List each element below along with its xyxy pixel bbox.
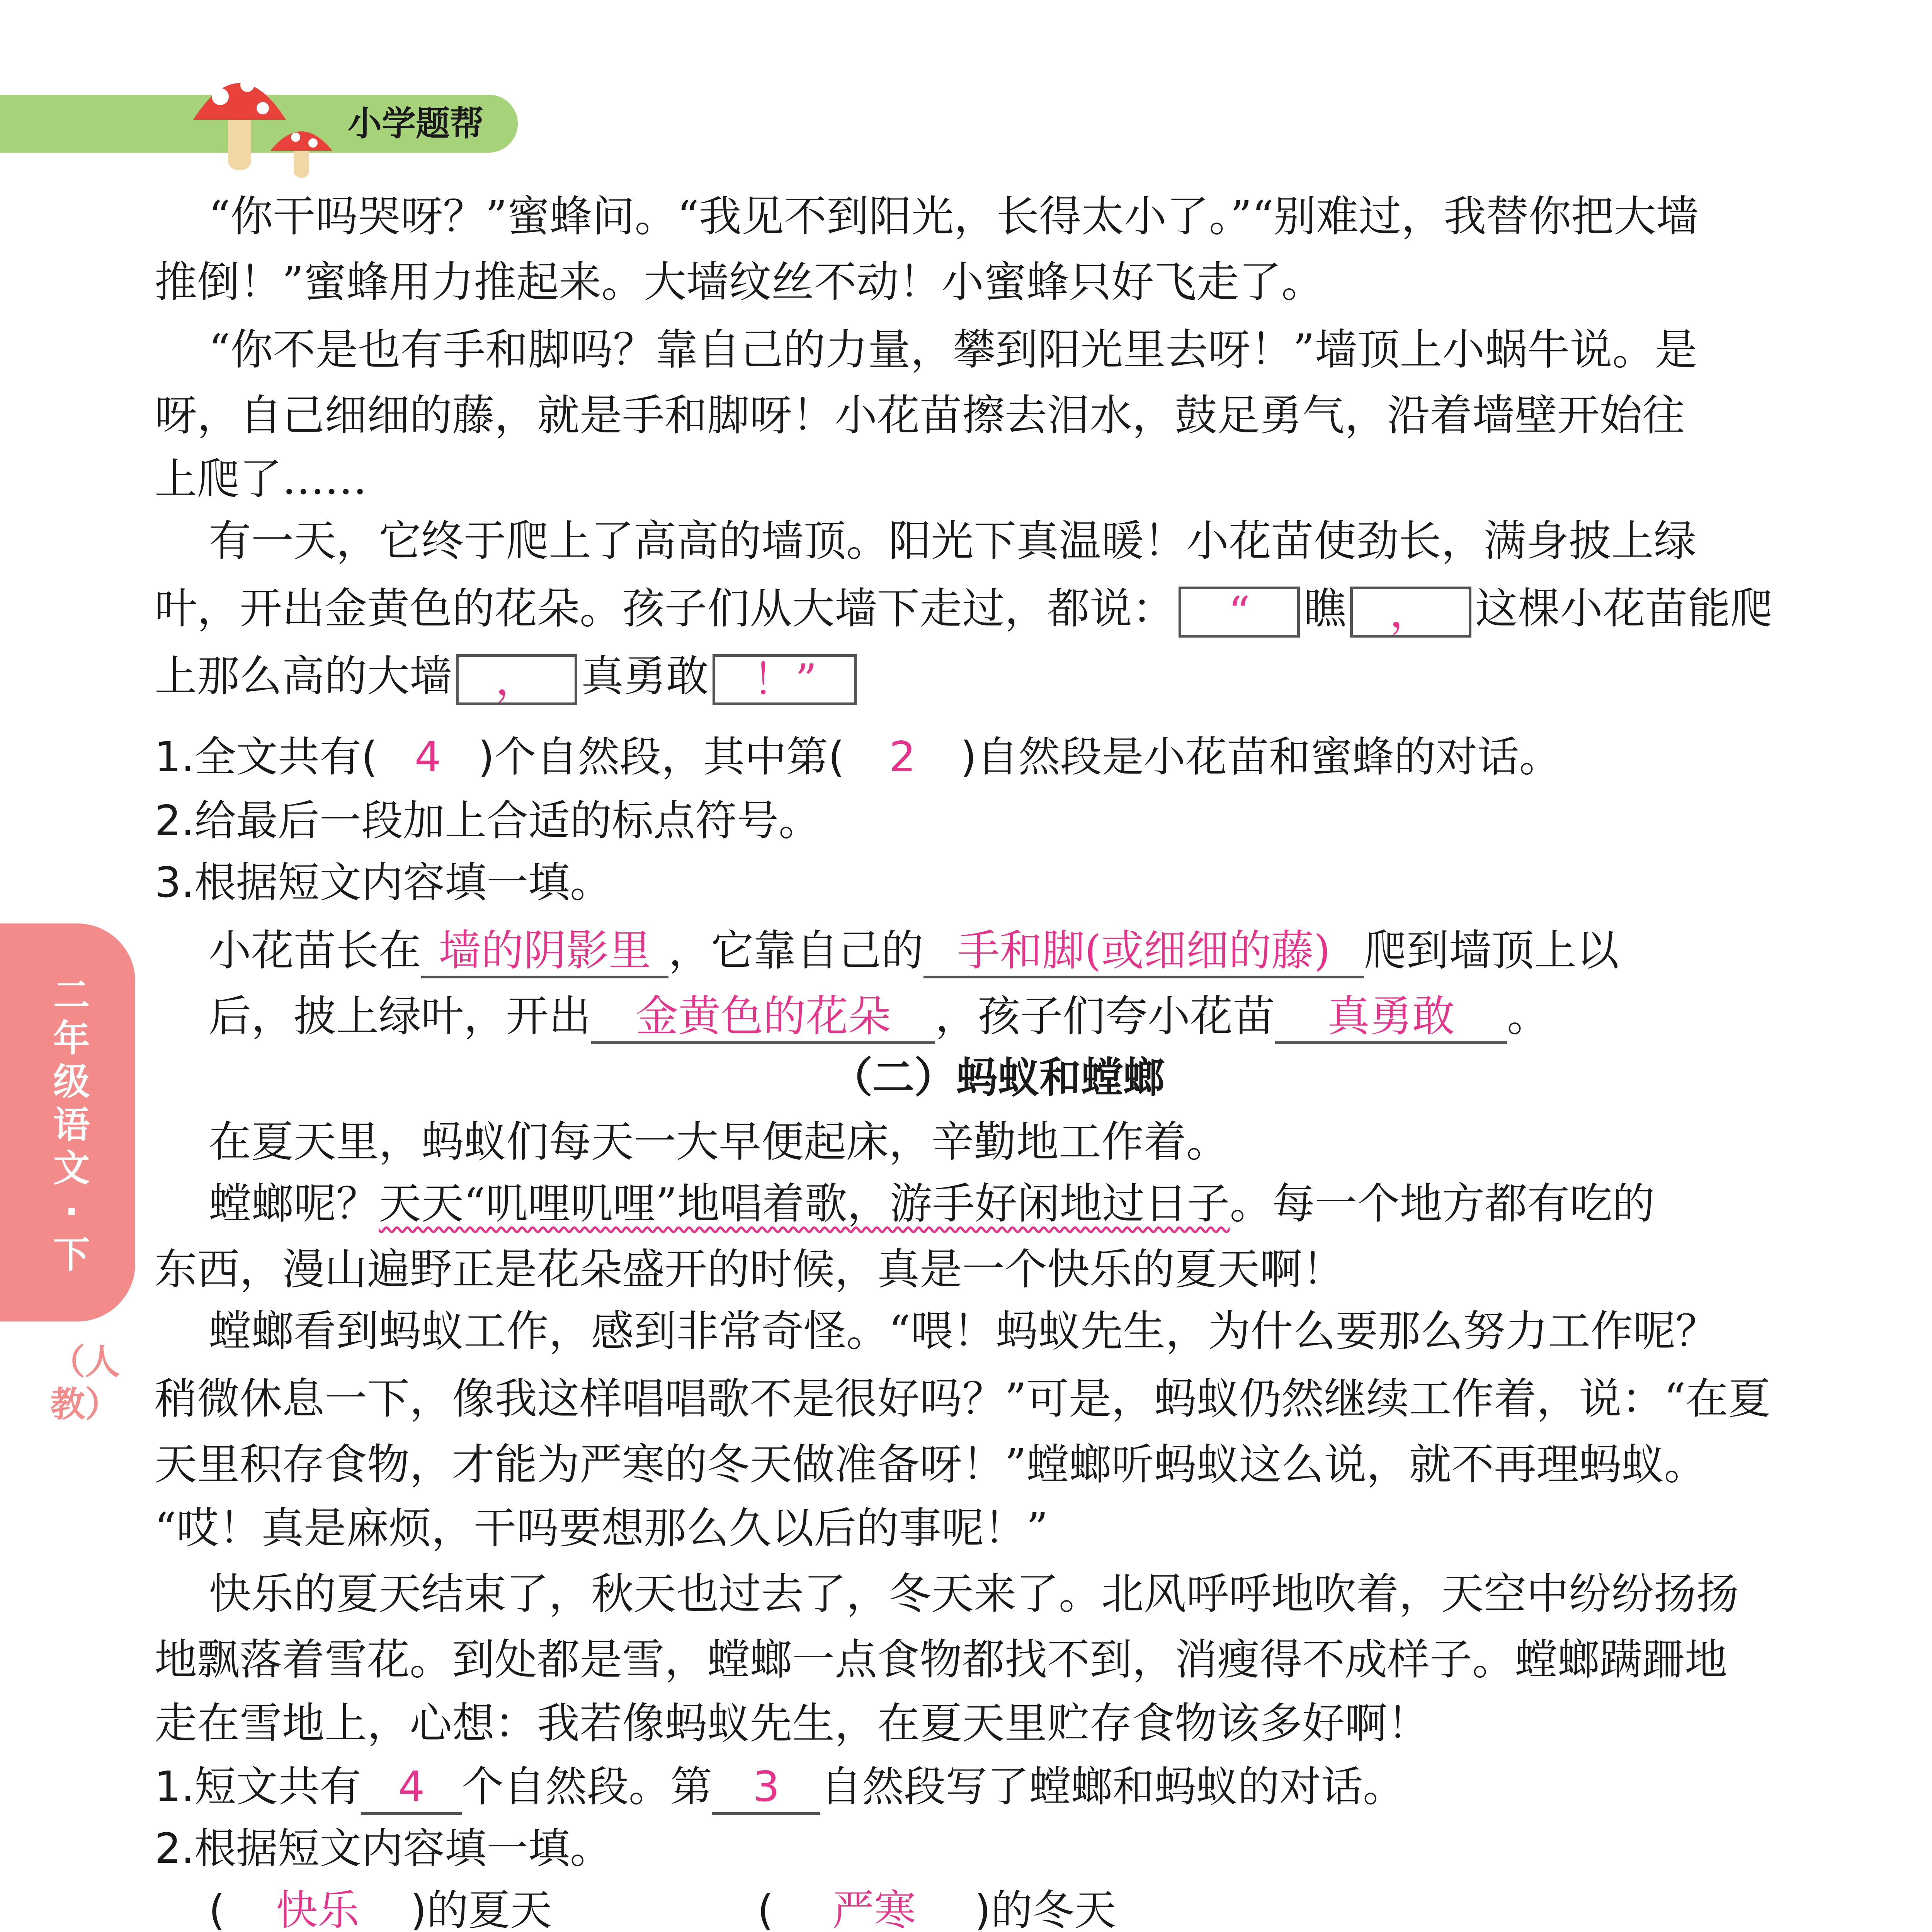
question-text: )的夏天: [410, 1886, 552, 1932]
passage2-line: 快乐的夏天结束了，秋天也过去了，冬天来了。北风呼呼地吹着，天空中纷纷扬扬: [209, 1569, 1739, 1619]
answer-blank[interactable]: 手和脚(或细细的藤): [923, 925, 1364, 978]
answer-blank[interactable]: 3: [712, 1762, 820, 1815]
answer-blank[interactable]: 金黄色的花朵: [591, 991, 935, 1044]
question-text: 个自然段。第: [462, 1763, 713, 1811]
answer-blank[interactable]: 4: [361, 1762, 462, 1815]
passage1-line: 呀，自己细细的藤，就是手和脚呀！小花苗擦去泪水，鼓足勇气，沿着墙壁开始往: [155, 391, 1685, 440]
question-3: 3.根据短文内容填一填。: [155, 859, 612, 907]
text-segment: 。每一个地方都有吃的: [1230, 1179, 1655, 1228]
question-1: [155, 728, 1561, 786]
paren: (: [209, 1886, 225, 1932]
header-title: 小学题帮: [348, 104, 484, 143]
answer[interactable]: 2: [889, 733, 916, 781]
question-2-row: [757, 1882, 1116, 1932]
question-2: 2.给最后一段加上合适的标点符号。: [155, 797, 821, 845]
text-segment: 上那么高的大墙: [155, 651, 452, 701]
passage2-line: 东西，漫山遍野正是花朵盛开的时候，真是一个快乐的夏天啊！: [155, 1245, 1345, 1294]
question-3-fill-line: [209, 922, 1619, 980]
passage1-line: “你干吗哭呀？”蜜蜂问。“我见不到阳光，长得太小了。”“别难过，我替你把大墙: [209, 192, 1699, 241]
passage1-line: 有一天，它终于爬上了高高的墙顶。阳光下真温暖！小花苗使劲长，满身披上绿: [209, 516, 1696, 566]
text-segment: 小花苗长在: [209, 926, 421, 975]
wavy-underlined-sentence: 天天“叽哩叽哩”地唱着歌，游手好闲地过日子: [379, 1179, 1230, 1228]
passage2-line: [209, 1175, 1655, 1233]
passage2-line: 地飘落着雪花。到处都是雪，螳螂一点食物都找不到，消瘦得不成样子。螳螂蹒跚地: [155, 1635, 1727, 1684]
question-1: [155, 1758, 1405, 1816]
passage1-line: 上爬了……: [155, 454, 367, 504]
passage1-line: [155, 647, 861, 705]
text-segment: ，孩子们夸小花苗: [935, 992, 1275, 1041]
text-segment: 。: [1507, 992, 1549, 1041]
mushroom-logo-icon: [185, 54, 348, 182]
punctuation-box[interactable]: ，: [456, 654, 577, 705]
passage2-line: 在夏天里，蚂蚁们每天一大早便起床，辛勤地工作着。: [209, 1117, 1229, 1167]
passage2-line: 走在雪地上，心想：我若像蚂蚁先生，在夏天里贮存食物该多好啊！: [155, 1699, 1430, 1748]
passage2-line: “哎！真是麻烦，干吗要想那么久以后的事呢！”: [155, 1503, 1048, 1553]
text-segment: 后，披上绿叶，开出: [209, 992, 591, 1041]
passage1-line: [155, 580, 1773, 638]
passage1-line: “你不是也有手和脚吗？靠自己的力量，攀到阳光里去呀！”墙顶上小蜗牛说。是: [209, 325, 1697, 374]
text-segment: ，它靠自己的: [668, 926, 923, 975]
answer[interactable]: 严寒: [832, 1886, 916, 1932]
answer[interactable]: 4: [414, 733, 441, 781]
text-segment: 叶，开出金黄色的花朵。孩子们从大墙下走过，都说：: [155, 584, 1175, 633]
side-tab-edition-label: （人教）: [50, 1342, 120, 1425]
question-text: 1.全文共有(: [155, 733, 378, 781]
punctuation-box[interactable]: ，: [1350, 587, 1471, 638]
answer-blank[interactable]: 真勇敢: [1275, 991, 1507, 1044]
question-text: 1.短文共有: [155, 1763, 362, 1811]
question-text: 自然段写了螳螂和蚂蚁的对话。: [820, 1763, 1405, 1811]
question-text: )个自然段，其中第(: [478, 733, 845, 781]
punctuation-box[interactable]: ！”: [713, 654, 857, 705]
question-2: 2.根据短文内容填一填。: [155, 1825, 612, 1873]
question-text: )的冬天: [975, 1886, 1116, 1932]
section-title: （二）蚂蚁和螳螂: [831, 1054, 1165, 1102]
text-segment: 螳螂呢？: [209, 1179, 379, 1228]
answer[interactable]: 快乐: [276, 1886, 360, 1932]
punctuation-box[interactable]: “: [1179, 587, 1300, 638]
passage2-line: 螳螂看到蚂蚁工作，感到非常奇怪。“喂！蚂蚁先生，为什么要那么努力工作呢？: [209, 1306, 1718, 1356]
paren: (: [757, 1886, 774, 1932]
question-2-row: [209, 1882, 552, 1932]
side-tab-grade-label: 二年级语文·下: [53, 974, 90, 1276]
question-text: )自然段是小花苗和蜜蜂的对话。: [960, 733, 1561, 781]
answer-blank[interactable]: 墙的阴影里: [421, 925, 668, 978]
text-segment: 真勇敢: [581, 651, 709, 701]
text-segment: 瞧: [1304, 584, 1346, 633]
passage2-line: 天里积存食物，才能为严寒的冬天做准备呀！”螳螂听蚂蚁这么说，就不再理蚂蚁。: [155, 1440, 1707, 1489]
question-3-fill-line: [209, 987, 1549, 1045]
passage2-line: 稍微休息一下，像我这样唱唱歌不是很好吗？”可是，蚂蚁仍然继续工作着，说：“在夏: [155, 1374, 1771, 1423]
text-segment: 爬到墙顶上以: [1364, 926, 1619, 975]
text-segment: 这棵小花苗能爬: [1475, 584, 1773, 633]
passage1-line: 推倒！”蜜蜂用力推起来。大墙纹丝不动！小蜜蜂只好飞走了。: [155, 257, 1324, 307]
